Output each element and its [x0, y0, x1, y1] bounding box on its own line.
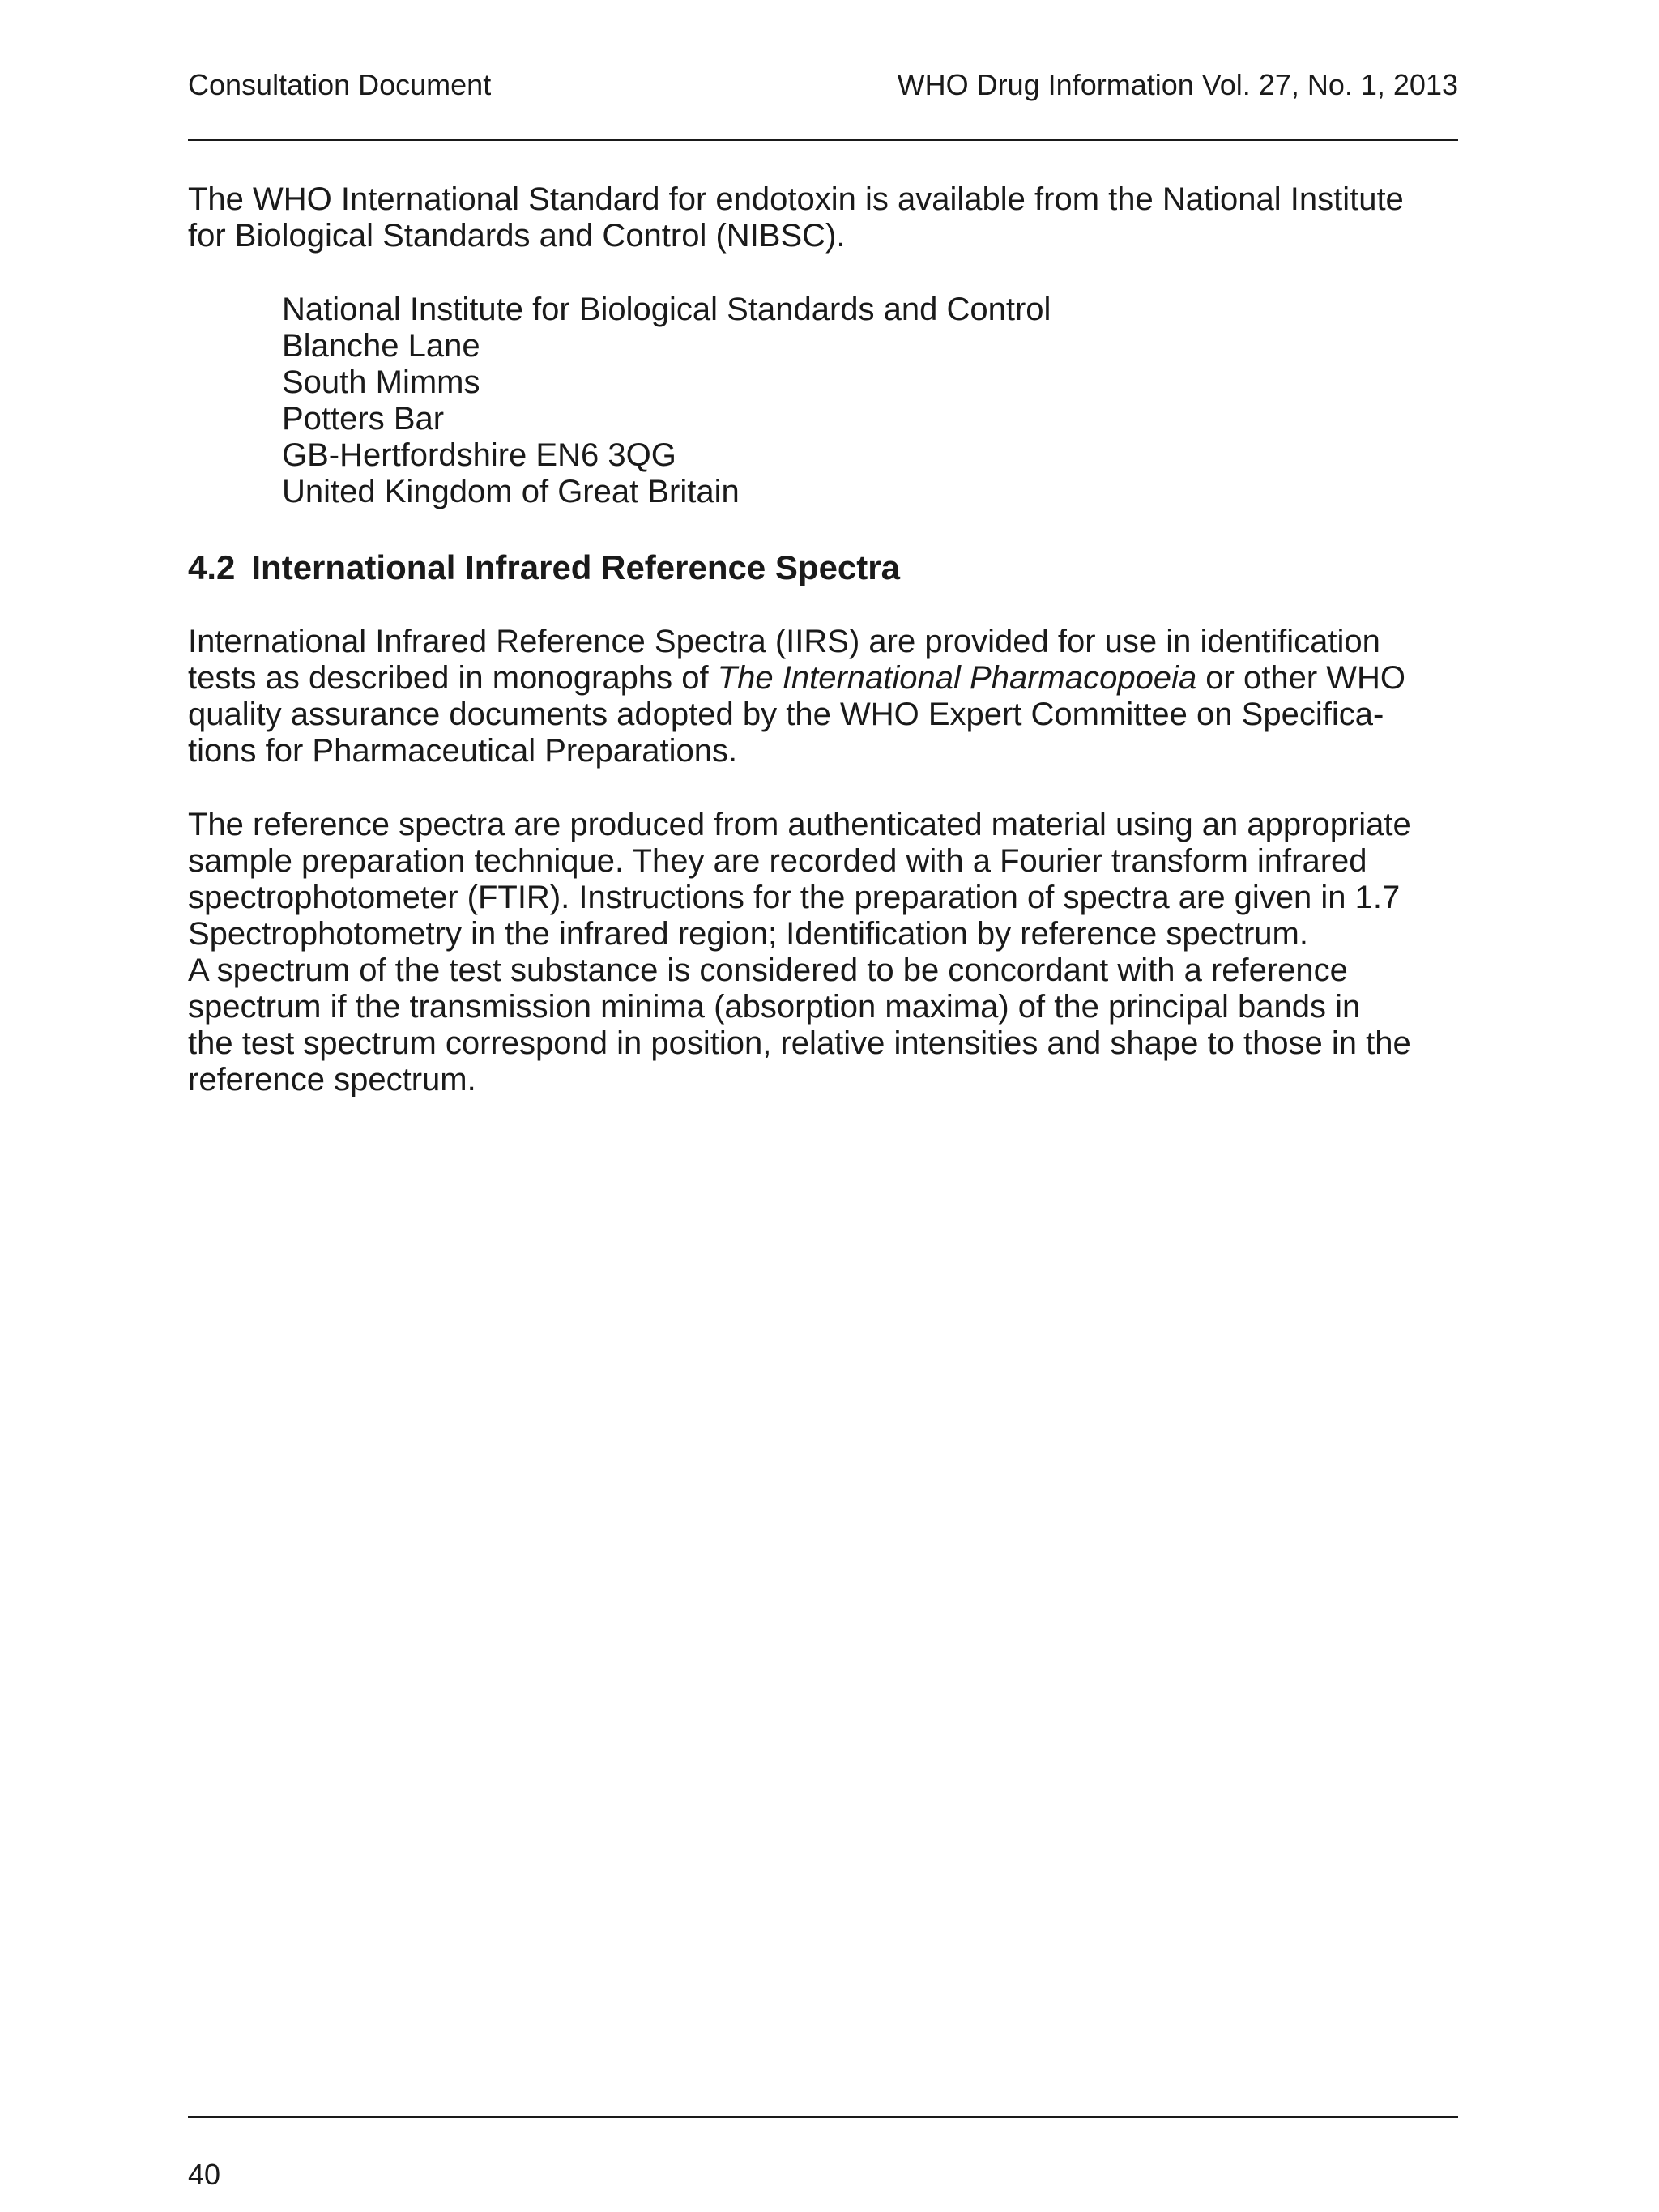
address-line: South Mimms: [282, 364, 480, 400]
intro-line: The WHO International Standard for endotoxin is available from the National Institute: [188, 181, 1404, 217]
paragraph-line: A spectrum of the test substance is considered to be concordant with a reference: [188, 953, 1348, 988]
header-section-label: Consultation Document: [188, 68, 492, 101]
paragraph-line: International Infrared Reference Spectra (IIRS) are provided for use in identification: [188, 624, 1380, 659]
address-line: National Institute for Biological Standards and Control: [282, 292, 1051, 327]
paragraph-line: reference spectrum.: [188, 1062, 476, 1097]
section-title: International Infrared Reference Spectra: [251, 548, 900, 586]
reference-spectra-paragraph: [188, 807, 1458, 1098]
address-line: GB-Hertfordshire EN6 3QG: [282, 437, 676, 473]
footer-rule: [188, 2116, 1458, 2118]
header-journal-citation: WHO Drug Information Vol. 27, No. 1, 2013: [897, 68, 1458, 101]
section-number: 4.2: [188, 548, 236, 586]
running-header: [188, 65, 1458, 105]
intro-paragraph: [188, 181, 1458, 254]
page-number: 40: [188, 2158, 221, 2191]
paragraph-line: spectrum if the transmission minima (absorption maxima) of the principal bands in: [188, 989, 1361, 1025]
paragraph-line: sample preparation technique. They are recorded with a Fourier transform infrared: [188, 843, 1367, 879]
address-line: Potters Bar: [282, 401, 445, 437]
paragraph-line: Spectrophotometry in the infrared region; Identification by reference spectrum.: [188, 916, 1308, 952]
section-heading: [188, 547, 900, 589]
paragraph-line: spectrophotometer (FTIR). Instructions for the preparation of spectra are given in 1.7: [188, 880, 1401, 915]
document-page: [188, 0, 1458, 2212]
pharmacopoeia-title: The International Pharmacopoeia: [717, 660, 1197, 696]
paragraph-line: [188, 660, 1458, 697]
header-rule: [188, 139, 1458, 141]
iirs-paragraph: [188, 624, 1458, 769]
address-line: Blanche Lane: [282, 328, 480, 364]
paragraph-line: tions for Pharmaceutical Preparations.: [188, 733, 738, 769]
paragraph-line: the test spectrum correspond in position, relative intensities and shape to those in the: [188, 1025, 1411, 1061]
paragraph-text: or other WHO: [1196, 660, 1406, 696]
address-line: United Kingdom of Great Britain: [282, 474, 740, 509]
paragraph-line: The reference spectra are produced from authenticated material using an appropriate: [188, 807, 1411, 842]
intro-line: for Biological Standards and Control (NIBSC).: [188, 218, 846, 254]
nibsc-address-block: [282, 292, 1051, 510]
paragraph-line: quality assurance documents adopted by the WHO Expert Committee on Specifica-: [188, 697, 1384, 732]
paragraph-text: tests as described in monographs of: [188, 660, 718, 696]
